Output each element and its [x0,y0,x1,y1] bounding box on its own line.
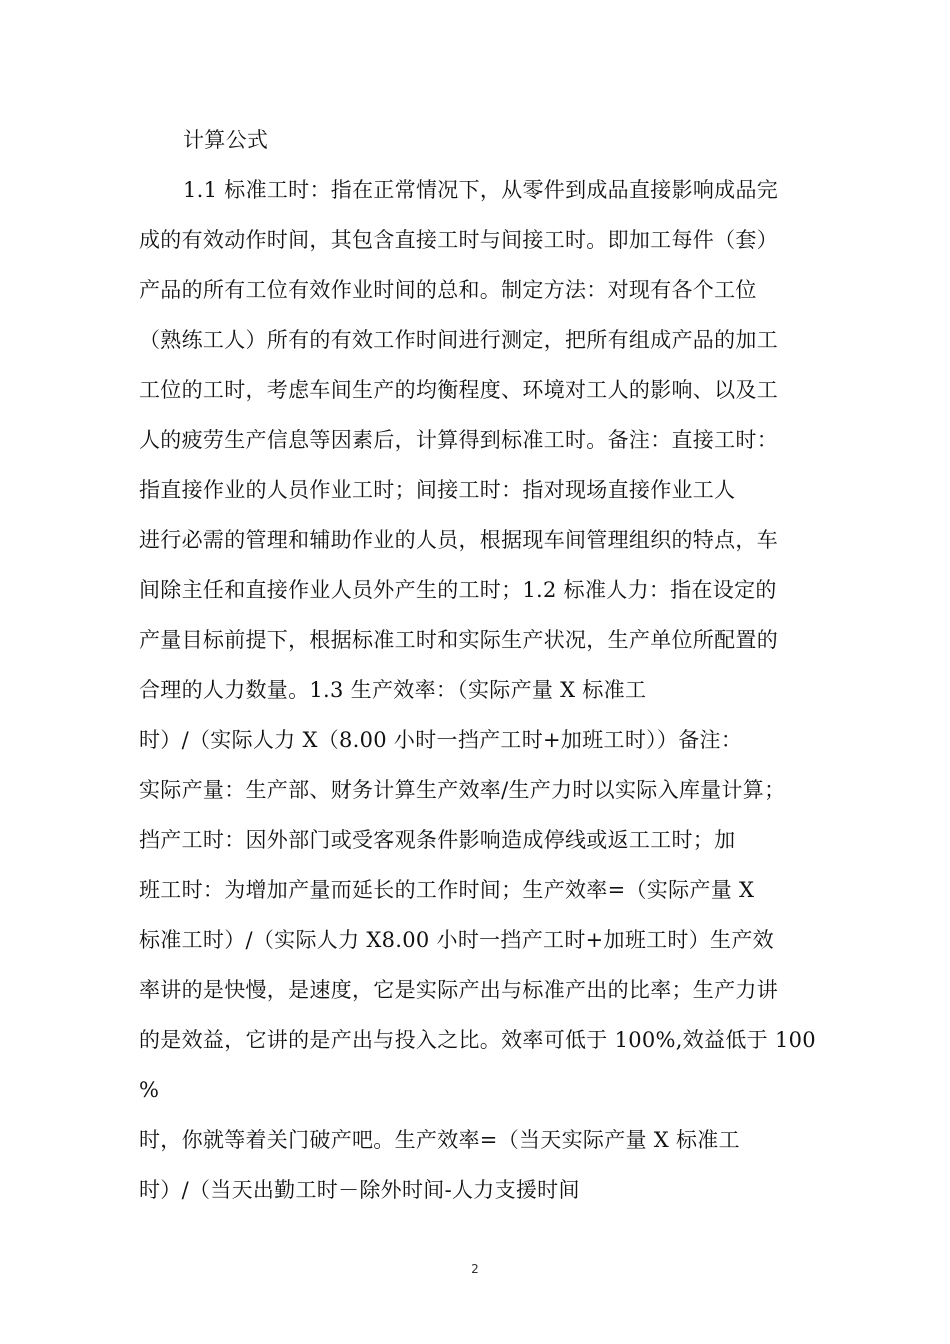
page-number: 2 [471,1262,479,1276]
paragraph-line: 工位的工时，考虑车间生产的均衡程度、环境对工人的影响、以及工 [139,378,778,402]
paragraph-line: 率讲的是快慢，是速度，它是实际产出与标准产出的比率；生产力讲 [139,978,778,1002]
paragraph-line: （熟练工人）所有的有效工作时间进行测定，把所有组成产品的加工 [139,328,778,352]
paragraph-line: 合理的人力数量。1.3 生产效率：（实际产量 X 标准工 [139,678,647,702]
paragraph-line: 进行必需的管理和辅助作业的人员，根据现车间管理组织的特点，车 [139,528,778,552]
paragraph-line: % [139,1078,160,1102]
paragraph-line: 标准工时）/（实际人力 X8.00 小时一挡产工时+加班工时）生产效 [139,928,774,952]
paragraph-line: 时）/（当天出勤工时－除外时间-人力支援时间 [139,1178,580,1202]
paragraph-line: 1.1 标准工时：指在正常情况下，从零件到成品直接影响成品完 [183,178,779,202]
paragraph-line: 的是效益，它讲的是产出与投入之比。效率可低于 100%,效益低于 100 [139,1028,816,1052]
section-heading: 计算公式 [183,128,269,152]
paragraph-line: 指直接作业的人员作业工时；间接工时：指对现场直接作业工人 [139,478,736,502]
paragraph-line: 产量目标前提下，根据标准工时和实际生产状况，生产单位所配置的 [139,628,778,652]
paragraph-line: 挡产工时：因外部门或受客观条件影响造成停线或返工工时；加 [139,828,736,852]
paragraph-line: 时）/（实际人力 X（8.00 小时一挡产工时+加班工时））备注： [139,728,743,752]
paragraph-line: 产品的所有工位有效作业时间的总和。制定方法：对现有各个工位 [139,278,757,302]
paragraph-line: 间除主任和直接作业人员外产生的工时；1.2 标准人力：指在设定的 [139,578,777,602]
paragraph-line: 成的有效动作时间，其包含直接工时与间接工时。即加工每件（套） [139,228,778,252]
paragraph-line: 实际产量：生产部、财务计算生产效率/生产力时以实际入库量计算； [139,778,786,802]
paragraph-line: 人的疲劳生产信息等因素后，计算得到标准工时。备注：直接工时： [139,428,778,452]
paragraph-line: 时，你就等着关门破产吧。生产效率=（当天实际产量 X 标准工 [139,1128,740,1152]
paragraph-line: 班工时：为增加产量而延长的工作时间；生产效率=（实际产量 X [139,878,755,902]
